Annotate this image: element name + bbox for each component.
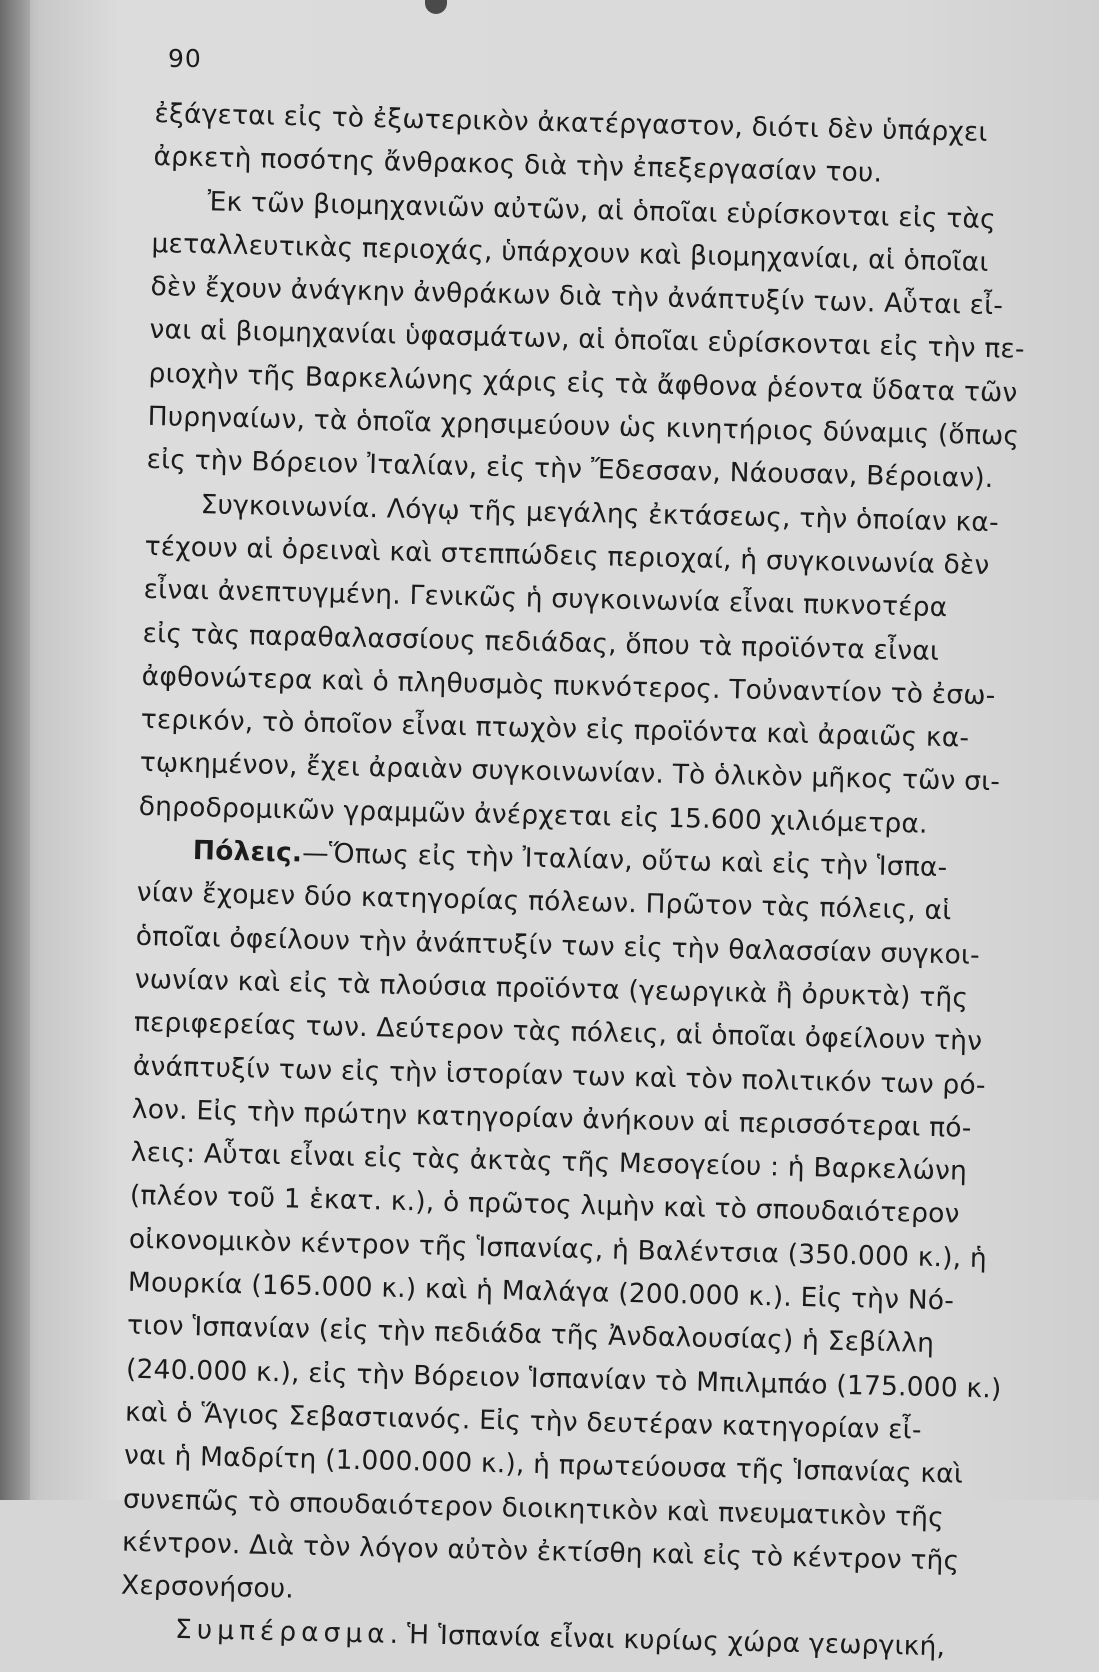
text-line: ἐξάγεται εἰς τὸ ἐξωτερικὸν ἀκατέργαστον, διότι δὲν ὑπάρχει: [154, 97, 989, 148]
text-line: λον. Εἰς τὴν πρώτην κατηγορίαν ἀνήκουν αἱ περισσότεραι πό-: [131, 1093, 972, 1144]
text-line: καὶ ὁ Ἅγιος Σεβαστιανός. Εἰς τὴν δευτέραν κατηγορίαν εἶ-: [124, 1396, 923, 1446]
binding-hole: [425, 0, 447, 14]
text-line: νωνίαν καὶ εἰς τὰ πλούσια προϊόντα (γεωργικὰ ἢ ὀρυκτὰ) τῆς: [134, 963, 969, 1014]
text-line: οἰκονομικὸν κέντρον τῆς Ἱσπανίας, ἡ Βαλέντσια (350.000 κ.), ἡ: [128, 1223, 988, 1274]
section-heading-symperasma: Συμπέρασμα: [174, 1614, 391, 1651]
text-line: δηροδρομικῶν γραμμῶν ἀνέρχεται εἰς 15.600 χιλιόμετρα.: [138, 790, 929, 840]
text-line: ριοχὴν τῆς Βαρκελώνης χάρις εἰς τὰ ἄφθονα ῥέοντα ὕδατα τῶν: [148, 357, 1018, 409]
text-line: εἰς τὰς παραθαλασσίους πεδιάδας, ὅπου τὰ προϊόντα εἶναι: [142, 617, 940, 667]
text-line: ναι ἡ Μαδρίτη (1.000.000 κ.), ἡ πρωτεύουσα τῆς Ἱσπανίας καὶ: [123, 1439, 964, 1490]
text-line: Μουρκία (165.000 κ.) καὶ ἡ Μαλάγα (200.000 κ.). Εἰς τὴν Νό-: [127, 1266, 955, 1317]
text-line: δὲν ἔχουν ἀνάγκην ἀνθράκων διὰ τὴν ἀνάπτυξίν των. Αὗται εἶ-: [150, 271, 1004, 322]
text-line: ἀφθονώτερα καὶ ὁ πληθυσμὸς πυκνότερος. Τοὐναντίον τὸ ἐσω-: [141, 660, 996, 712]
text-line: Συγκοινωνία. Λόγῳ τῆς μεγάλης ἐκτάσεως, τὴν ὁποίαν κα-: [200, 488, 1000, 538]
text-line: τῳκημένον, ἔχει ἀραιὰν συγκοινωνίαν. Τὸ ὁλικὸν μῆκος τῶν σι-: [139, 747, 1001, 798]
text-line-rest: —Ὅπως εἰς τὴν Ἰταλίαν, οὕτω καὶ εἰς τὴν Ἱσπα-: [301, 837, 948, 884]
text-line: (πλέον τοῦ 1 ἑκατ. κ.), ὁ πρῶτος λιμὴν καὶ τὸ σπουδαιότερον: [129, 1180, 960, 1230]
text-line: τιον Ἱσπανίαν (εἰς τὴν πεδιάδα τῆς Ἀνδαλουσίας) ἡ Σεβίλλη: [126, 1309, 935, 1360]
text-line: νίαν ἔχομεν δύο κατηγορίας πόλεων. Πρῶτον τὰς πόλεις, αἱ: [136, 877, 952, 927]
text-line: εἰς τὴν Βόρειον Ἰταλίαν, εἰς τὴν Ἔδεσσαν, Νάουσαν, Βέροιαν).: [146, 444, 994, 495]
text-line: τέχουν αἱ ὀρειναὶ καὶ στεππώδεις περιοχαί, ἡ συγκοινωνία δὲν: [144, 530, 990, 582]
book-gutter: [0, 0, 30, 1500]
text-line: ναι αἱ βιομηχανίαι ὑφασμάτων, αἱ ὁποῖαι εὑρίσκονται εἰς τὴν πε-: [149, 314, 1026, 366]
page-number: 90: [168, 44, 202, 73]
text-line: κέντρον. Διὰ τὸν λόγον αὐτὸν ἐκτίσθη καὶ εἰς τὸ κέντρον τῆς: [121, 1526, 960, 1577]
text-line: ἀνάπτυξίν των εἰς τὴν ἱστορίαν των καὶ τὸν πολιτικόν των ρό-: [132, 1050, 987, 1101]
text-line: μεταλλευτικὰς περιοχάς, ὑπάρχουν καὶ βιομηχανίαι, αἱ ὁποῖαι: [151, 227, 989, 278]
text-line: τερικόν, τὸ ὁποῖον εἶναι πτωχὸν εἰς προϊόντα καὶ ἀραιῶς κα-: [140, 703, 970, 754]
text-line: ὁποῖαι ὀφείλουν τὴν ἀνάπτυξίν των εἰς τὴν θαλασσίαν συγκοι-: [135, 920, 981, 971]
text-line: Χερσονήσου.: [120, 1569, 295, 1605]
text-line: Πυρηναίων, τὰ ὁποῖα χρησιμεύουν ὡς κινητήριος δύναμις (ὅπως: [147, 400, 1020, 452]
text-line: (240.000 κ.), εἰς τὴν Βόρειον Ἱσπανίαν τὸ Μπιλμπάο (175.000 κ.): [125, 1353, 1002, 1405]
text-line: εἶναι ἀνεπτυγμένη. Γενικῶς ἡ συγκοινωνία εἶναι πυκνοτέρα: [143, 574, 948, 624]
body-text: [120, 92, 1090, 1671]
text-line-rest: . Ἡ Ἱσπανία εἶναι κυρίως χώρα γεωργική,: [389, 1619, 946, 1663]
text-line: ἀρκετὴ ποσότης ἄνθρακος διὰ τὴν ἐπεξεργασίαν του.: [153, 141, 883, 189]
text-line: συνεπῶς τὸ σπουδαιότερον διοικητικὸν καὶ πνευματικὸν τῆς: [122, 1483, 945, 1533]
section-heading-poleis: Πόλεις.: [192, 835, 303, 869]
text-line: λεις: Αὗται εἶναι εἰς τὰς ἀκτὰς τῆς Μεσογείου : ἡ Βαρκελώνη: [130, 1136, 968, 1187]
text-line: περιφερείας των. Δεύτερον τὰς πόλεις, αἱ ὁποῖαι ὀφείλουν τὴν: [133, 1006, 983, 1058]
text-line: Ἐκ τῶν βιομηχανιῶν αὐτῶν, αἱ ὁποῖαι εὑρίσκονται εἰς τὰς: [207, 185, 997, 235]
